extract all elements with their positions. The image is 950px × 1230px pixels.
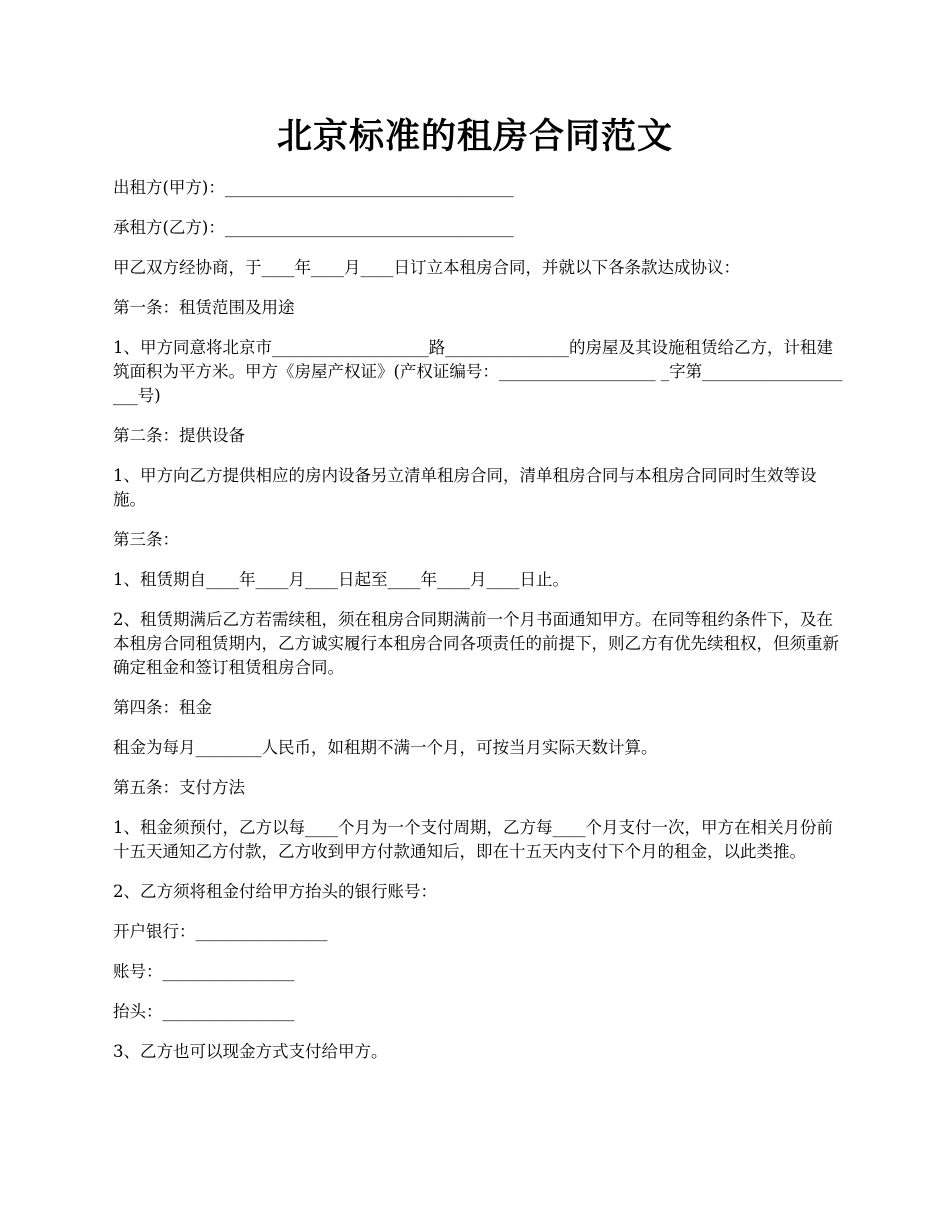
account-number-line: 账号：________________ xyxy=(113,962,295,981)
article-5-clause-3: 3、乙方也可以现金方式支付给甲方。 xyxy=(113,1042,388,1061)
bank-name-line: 开户银行：________________ xyxy=(113,922,328,941)
article-5-clause-1: 1、租金须预付，乙方以每____个月为一个支付周期，乙方每____个月支付一次，甲方在相关月份前十五天通知乙方付款，乙方收到甲方付款通知后，即在十五天内支付下个月的租金，以此类推。 xyxy=(113,818,833,861)
article-2-clause-1: 1、甲方向乙方提供相应的房内设备另立清单租房合同，清单租房合同与本租房合同同时生效等设施。 xyxy=(113,466,817,509)
article-3-clause-2: 2、租赁期满后乙方若需续租，须在租房合同期满前一个月书面通知甲方。在同等租约条件下，及在本租房合同租赁期内，乙方诚实履行本租房合同各项责任的前提下，则乙方有优先续租权，但须重新确定租金和签订租赁租房合同。 xyxy=(113,610,839,677)
article-2-heading: 第二条：提供设备 xyxy=(113,426,245,445)
article-5-clause-2: 2、乙方须将租金付给甲方抬头的银行账号： xyxy=(113,882,437,901)
article-3-heading: 第三条： xyxy=(113,530,179,549)
article-1-heading: 第一条：租赁范围及用途 xyxy=(113,298,295,317)
party-a-line: 出租方(甲方)：___________________________________ xyxy=(113,178,514,197)
account-holder-line: 抬头：________________ xyxy=(113,1002,295,1021)
article-4-rent: 租金为每月________人民币，如租期不满一个月，可按当月实际天数计算。 xyxy=(113,738,658,757)
party-b-line: 承租方(乙方)：___________________________________ xyxy=(113,218,514,237)
article-1-clause-1: 1、甲方同意将北京市___________________路_______________的房屋及其设施租赁给乙方，计租建筑面积为平方米。甲方《房屋产权证》(产权证编号：___________________ _字第____________________号) xyxy=(113,338,843,405)
agreement-intro: 甲乙双方经协商，于____年____月____日订立本租房合同，并就以下各条款达成协议： xyxy=(113,258,740,277)
document-body xyxy=(113,176,843,1080)
article-4-heading: 第四条：租金 xyxy=(113,698,212,717)
article-5-heading: 第五条：支付方法 xyxy=(113,778,245,797)
article-3-clause-1: 1、租赁期自____年____月____日起至____年____月____日止。 xyxy=(113,570,569,589)
document-title: 北京标准的租房合同范文 xyxy=(276,116,673,157)
